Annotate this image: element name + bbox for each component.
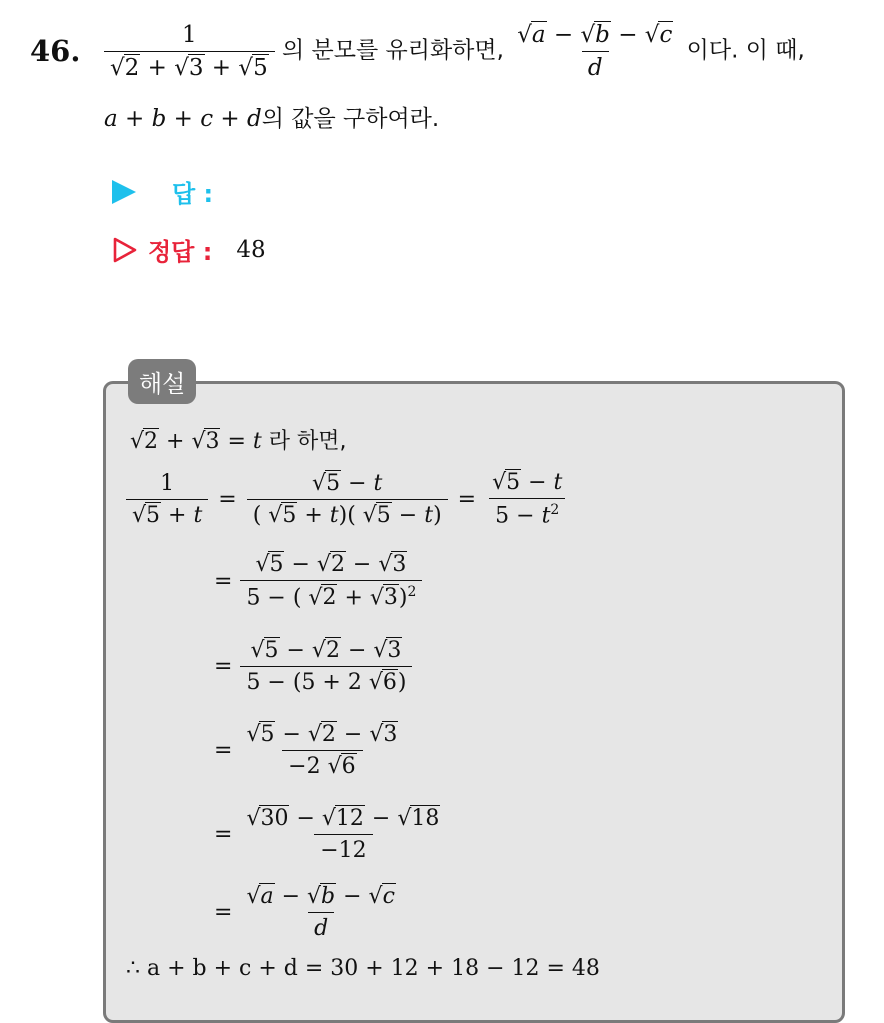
question-line-1 [104,22,805,81]
correct-answer-label: 정답 : [148,238,213,266]
target-numerator: √a − √b − √c [517,22,673,48]
radicand: 2 [124,55,140,81]
solution-line-1: √2 + √3 = t 라 하면, [130,429,347,454]
question-fraction [104,22,275,81]
target-denominator: d [582,51,609,81]
target-fraction [511,22,679,81]
solution-step-5: = $\frac{√30 - √12 - √18}{-12}$ [214,806,440,863]
answer-row [112,174,213,209]
question-line-2 [104,100,439,133]
solution-step-3: = $\frac{√5 - √2 - √3}{5 - (5 + 2 √6)}$ [214,638,412,695]
question-text-3: 의 값을 구하여라. [261,106,440,132]
radicand: 5 [253,55,268,81]
radicand: 3 [188,55,204,81]
solution-step-4: = $\frac{√5 - √2 - √3}{-2 √6}$ [214,722,398,779]
solution-step-6: = $\frac{√a - √b - √c}{d}$ [214,884,395,941]
correct-answer-row [112,232,266,267]
solution-step-2: = $\frac{√5 - √2 - √3}{5 - ( √2 + √3)^2}$ [214,552,422,610]
solution-conclusion: ∴ a + b + c + d = 30 + 12 + 18 − 12 = 48 [126,956,600,981]
play-filled-icon [112,180,136,204]
radicand: a [531,22,546,48]
question-expression: a + b + c + d [104,106,262,132]
question-text-2: 이다. 이 때, [686,37,805,64]
correct-answer-value: 48 [236,236,266,263]
solution-intro-text: 라 하면, [268,429,347,454]
solution-tag: 해설 [128,359,196,404]
solution-step-1: $\frac{1}{√5 + t}$ = $\frac{√5 - t}{( √5 + t)( √5 - t)}$ = $\frac{√5 - t}{5 - t^2}$ [126,470,568,528]
answer-label: 답 : [172,180,214,208]
radicand: b [595,22,610,48]
question-text: 의 분모를 유리화하면, [282,37,504,64]
question-number: 46. [30,34,81,68]
play-outline-icon [112,237,138,263]
radicand: c [659,22,673,48]
fraction-numerator: 1 [182,22,197,48]
fraction-denominator: √2 + √3 + √5 [104,51,275,81]
